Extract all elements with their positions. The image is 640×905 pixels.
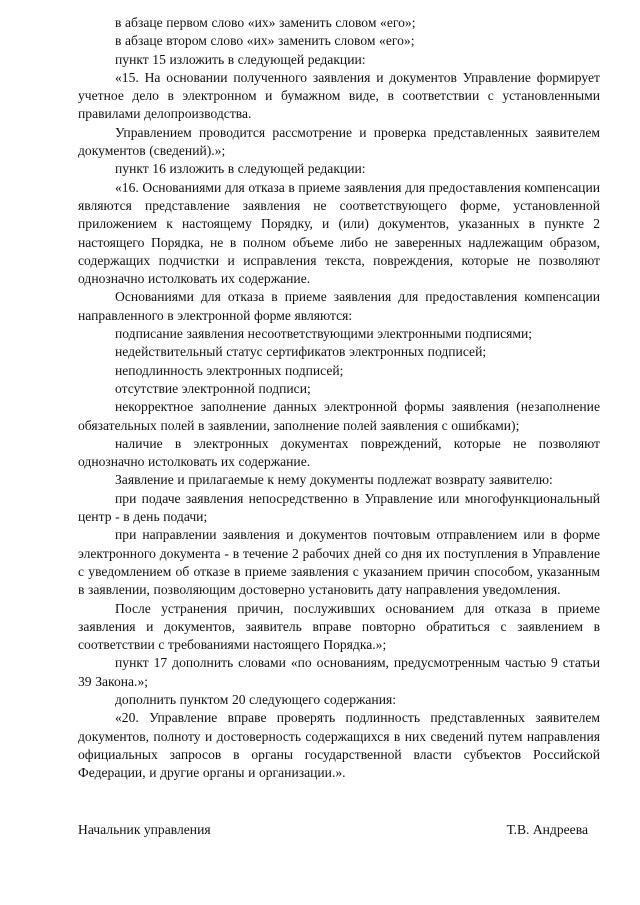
paragraph: при подаче заявления непосредственно в Управление или многофункциональный центр - в день подачи; [78,490,600,525]
signatory-name: Т.В. Андреева [506,822,588,837]
paragraph: дополнить пунктом 20 следующего содержания: [115,691,397,707]
paragraph: подписание заявления несоответствующими электронными подписями; [115,326,533,342]
paragraph: пункт 16 изложить в следующей редакции: [115,161,366,177]
paragraph: в абзаце втором слово «их» заменить словом «его»; [115,33,415,49]
paragraph: наличие в электронных документах повреждений, которые не позволяют однозначно истолковать их содержание. [78,435,600,470]
paragraph: недействительный статус сертификатов электронных подписей; [115,344,487,360]
paragraph: Заявление и прилагаемые к нему документы подлежат возврату заявителю: [115,472,553,488]
paragraph: при направлении заявления и документов почтовым отправлением или в форме электронного документа - в течение 2 рабочих дней со дня их поступления в Управление с уведомлением об отказе в приеме заявления с указанием причин способом, указанным в заявлении, позволяющим достоверно установить дату направления уведомления. [78,527,600,598]
signature-block [78,821,600,839]
paragraph: пункт 17 дополнить словами «по основаниям, предусмотренным частью 9 статьи 39 Закона.»; [78,655,600,689]
paragraph: Управлением проводится рассмотрение и проверка представленных заявителем документов (сведений).»; [78,124,600,159]
paragraph: в абзаце первом слово «их» заменить словом «его»; [115,15,416,30]
paragraph: После устранения причин, послуживших основанием для отказа в приеме заявления и документов, заявитель вправе повторно обратиться с заявлением в соответствии с требованиями настоящего Порядка.»; [78,600,600,653]
paragraph: «20. Управление вправе проверять подлинность представленных заявителем документов, полноту и достоверность содержащихся в них сведений путем направления официальных запросов в органы государственной власти субъектов Российской Федерации, и другие органы и организации.». [78,710,600,781]
paragraph: «15. На основании полученного заявления и документов Управление формирует учетное дело в электронном и бумажном виде, в соответствии с установленными правилами делопроизводства. [78,69,600,122]
signatory-position: Начальник управления [78,822,211,837]
paragraph: Основаниями для отказа в приеме заявления для предоставления компенсации направленного в электронной форме являются: [78,289,600,323]
paragraph: некорректное заполнение данных электронной формы заявления (незаполнение обязательных полей в заявлении, заполнение полей заявления с ошибками); [78,399,600,433]
document-body [78,14,600,782]
paragraph: отсутствие электронной подписи; [115,380,311,396]
paragraph: пункт 15 изложить в следующей редакции: [115,51,366,67]
paragraph: неподлинность электронных подписей; [115,362,344,378]
paragraph: «16. Основаниями для отказа в приеме заявления для предоставления компенсации являются представление заявления не соответствующего форме, установленной приложением к настоящему Порядку, и (или) документов, указанных в пункте 2 настоящего Порядка, не в полном объеме либо не заверенных надлежащим образом, содержащих подчистки и исправления текста, повреждения, которые не позволяют однозначно истолковать их содержание. [78,179,601,287]
